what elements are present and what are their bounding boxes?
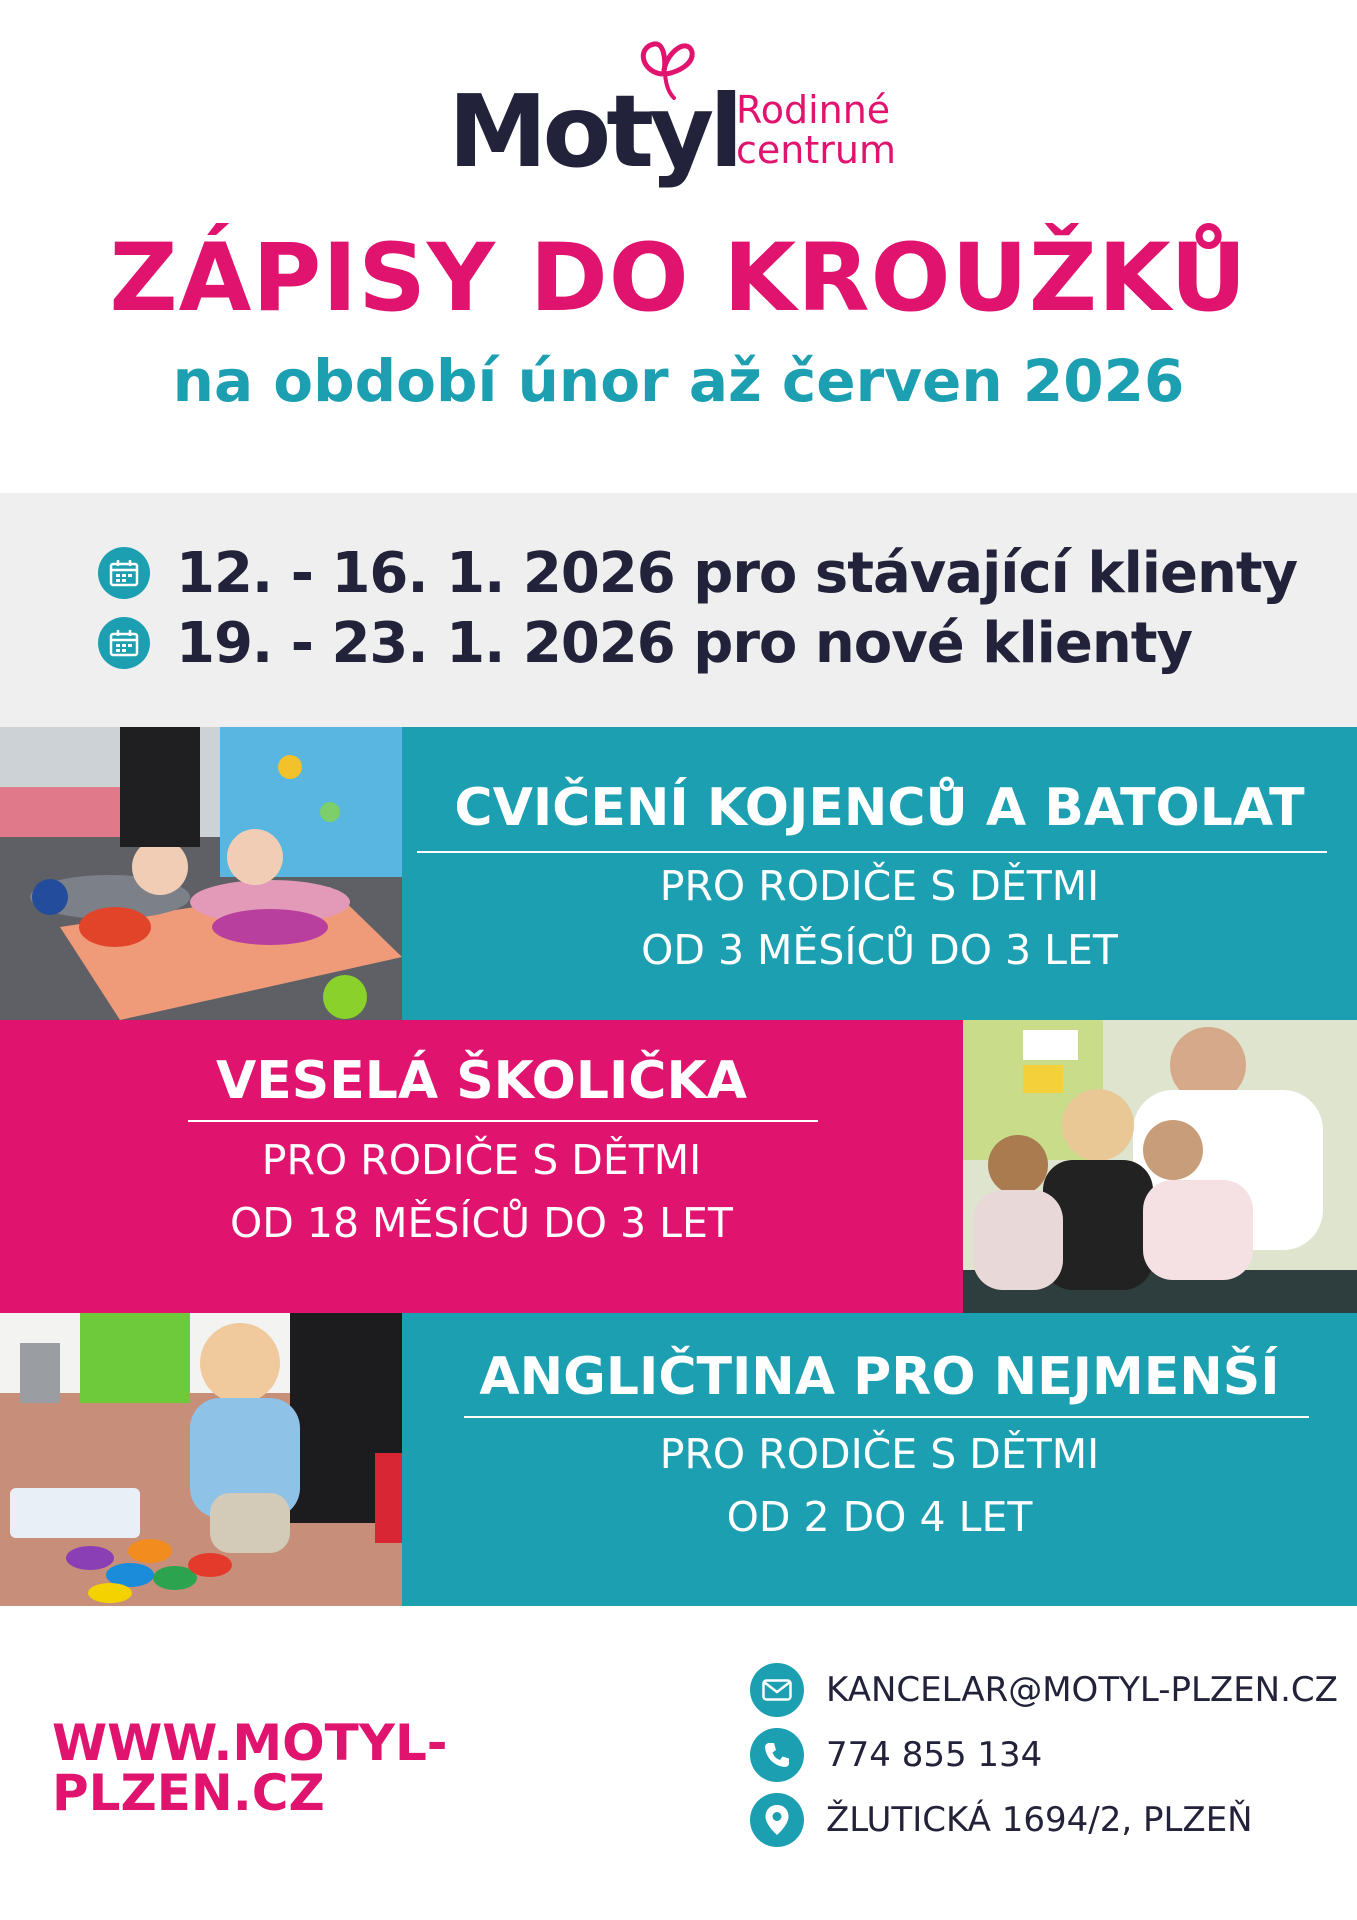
envelope-icon (750, 1663, 804, 1717)
logo-wordmark: Motyl (448, 73, 739, 190)
photo-parents-children-drawing (963, 1020, 1357, 1313)
logo-sub-line1: Rodinné (736, 88, 891, 132)
page-title: ZÁPISY DO KROUŽKŮ (109, 224, 1248, 333)
website-link[interactable]: WWW.MOTYL-PLZEN.CZ (52, 1714, 448, 1822)
location-pin-icon (750, 1793, 804, 1847)
phone-icon (750, 1728, 804, 1782)
contact-phone[interactable] (750, 1727, 1350, 1783)
logo-sub-line2: centrum (736, 128, 896, 172)
title-divider (417, 851, 1327, 853)
title-divider (464, 1416, 1309, 1418)
activity-audience: PRO RODIČE S DĚTMI (261, 1136, 702, 1184)
activity-age-range: OD 18 MĚSÍCŮ DO 3 LET (230, 1199, 733, 1247)
date-row-new-clients (98, 608, 1338, 678)
contact-phone-text: 774 855 134 (826, 1735, 1043, 1775)
page-subtitle: na období únor až červen 2026 (172, 347, 1185, 415)
contact-email[interactable] (750, 1662, 1350, 1718)
title-divider (188, 1120, 818, 1122)
activity-panel (0, 1020, 963, 1313)
calendar-icon (98, 547, 150, 599)
calendar-icon (98, 617, 150, 669)
contact-address-text: ŽLUTICKÁ 1694/2, PLZEŇ (826, 1800, 1253, 1840)
date-text: 12. - 16. 1. 2026 pro stávající klienty (176, 540, 1298, 606)
activity-audience: PRO RODIČE S DĚTMI (659, 862, 1100, 910)
activity-infant-exercise (0, 727, 1357, 1020)
activity-audience: PRO RODIČE S DĚTMI (659, 1430, 1100, 1478)
activity-age-range: OD 3 MĚSÍCŮ DO 3 LET (641, 926, 1118, 974)
logo-subtitle (736, 90, 936, 170)
activity-title: ANGLIČTINA PRO NEJMENŠÍ (479, 1347, 1280, 1407)
contact-email-text: KANCELAR@MOTYL-PLZEN.CZ (826, 1670, 1338, 1710)
activity-happy-school (0, 1020, 1357, 1313)
date-row-existing-clients (98, 538, 1338, 608)
activity-panel (402, 1313, 1357, 1606)
photo-babies-exercise (0, 727, 402, 1020)
activity-panel (402, 727, 1357, 1020)
activity-title: CVIČENÍ KOJENCŮ A BATOLAT (454, 778, 1305, 838)
photo-child-playing (0, 1313, 402, 1606)
activity-age-range: OD 2 DO 4 LET (726, 1493, 1033, 1541)
activity-english-toddlers (0, 1313, 1357, 1606)
contact-address (750, 1792, 1350, 1848)
activity-title: VESELÁ ŠKOLIČKA (215, 1051, 748, 1111)
date-text: 19. - 23. 1. 2026 pro nové klienty (176, 610, 1192, 676)
